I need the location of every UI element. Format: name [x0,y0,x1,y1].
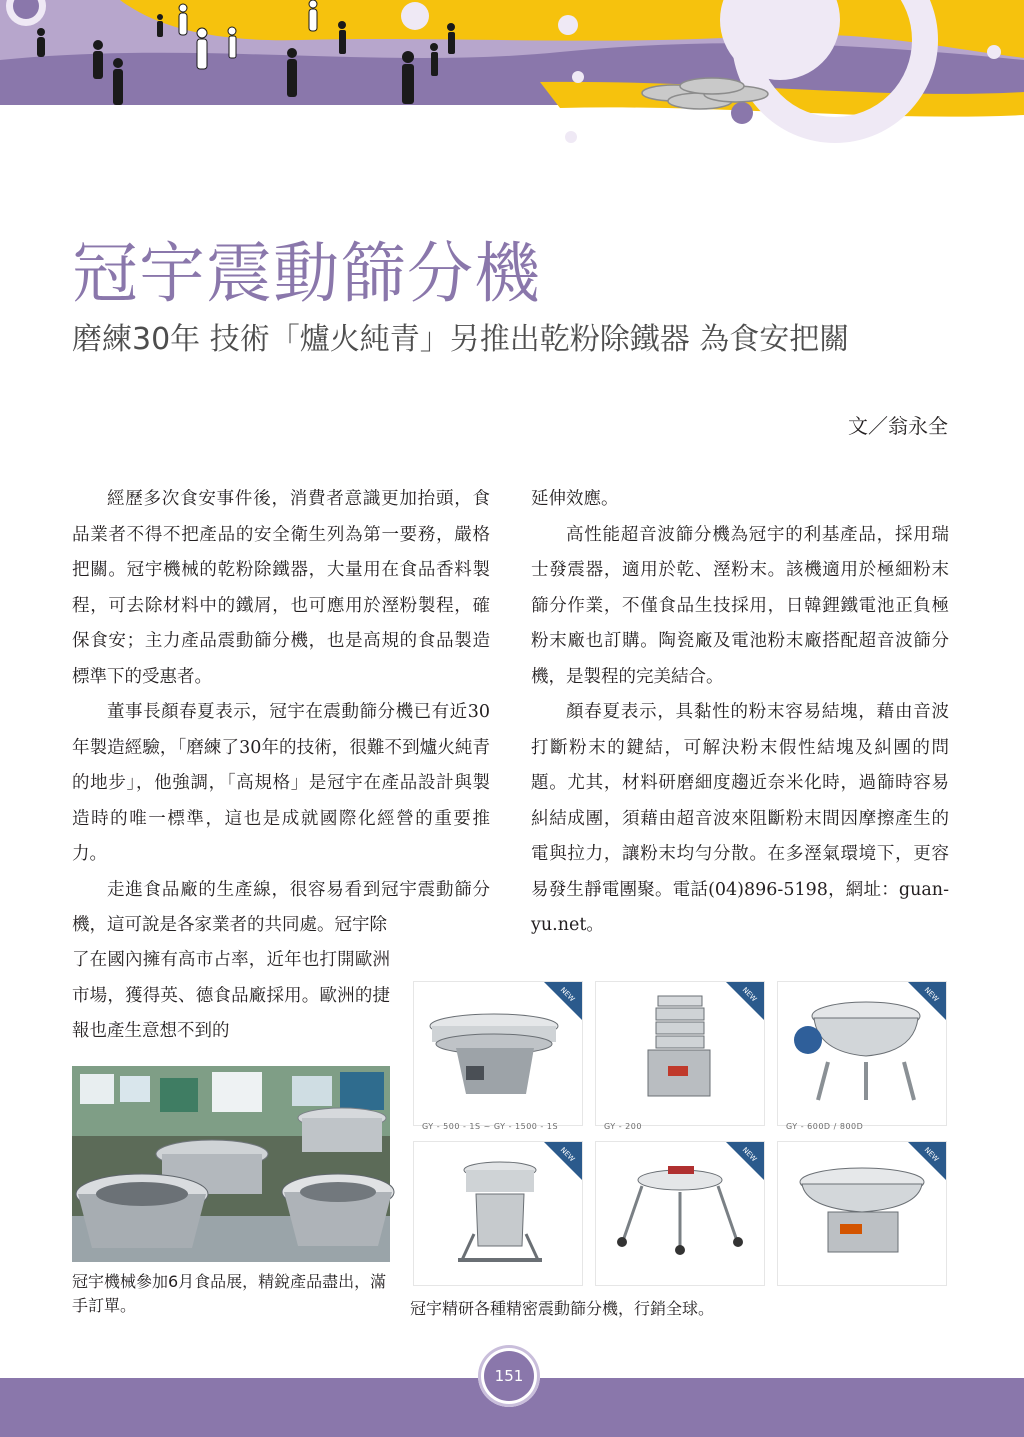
product-card [778,1142,946,1285]
product-model: GY - 200 [604,1122,642,1131]
page-number-badge [478,1345,540,1407]
article-title: 冠宇震動篩分機 [72,235,541,312]
new-badge: NEW [922,985,941,1004]
body-column-left-continued [72,943,390,1050]
body-column-left [72,482,490,944]
sifter-image [414,1142,582,1285]
body-paragraph: 顏春夏表示，具黏性的粉末容易結塊，藉由音波打斷粉末的鍵結，可解決粉末假性結塊及糾團的問題。尤其，材料研磨細度趨近奈米化時，過篩時容易糾結成團，須藉由超音波來阻斷粉末間因摩擦產生的電與拉力，讓粉末均勻分散。在多溼氣環境下，更容易發生靜電團聚。電話(04)896-5198，網址：guan-yu.net。 [531,702,949,935]
product-card [414,982,582,1131]
new-badge: NEW [558,1145,577,1164]
author-byline: 文／翁永全 [848,414,948,438]
product-card [596,982,764,1131]
body-column-right [531,482,949,944]
product-grid-caption: 冠宇精研各種精密震動篩分機，行銷全球。 [410,1299,715,1318]
product-card [414,1142,582,1285]
new-badge: NEW [740,1145,759,1164]
sifter-image [596,982,764,1125]
body-paragraph: 經歷多次食安事件後，消費者意識更加抬頭，食品業者不得不把產品的安全衛生列為第一要務，嚴格把關。冠宇機械的乾粉除鐵器，大量用在食品香料製程，可去除材料中的鐵屑，也可應用於溼粉製程，確保食安；主力產品震動篩分機，也是高規的食品製造標準下的受惠者。 [72,489,490,687]
product-card [596,1142,764,1285]
new-badge: NEW [922,1145,941,1164]
sifter-image [596,1142,764,1285]
expo-photo-caption: 冠宇機械參加6月食品展，精銳產品盡出，滿手訂單。 [72,1272,387,1315]
body-paragraph: 走進食品廠的生產線，很容易看到冠宇震動篩分機，這可說是各家業者的共同處。冠宇除 [72,879,490,935]
product-grid [414,982,946,1284]
new-badge: NEW [740,985,759,1004]
body-paragraph: 了在國內擁有高市占率，近年也打開歐洲市場，獲得英、德食品廠採用。歐洲的捷報也產生意想不到的 [72,950,390,1041]
header-banner [0,0,1024,160]
body-paragraph: 延伸效應。 [531,489,619,509]
product-card [778,982,946,1131]
expo-photo [72,1066,390,1262]
article-subtitle: 磨練30年 技術「爐火純青」另推出乾粉除鐵器 為食安把關 [72,322,850,357]
page-number: 151 [484,1351,534,1401]
body-paragraph: 董事長顏春夏表示，冠宇在震動篩分機已有近30年製造經驗，「磨練了30年的技術，很難不到爐火純青的地步」，他強調，「高規格」是冠宇在產品設計與製造時的唯一標準，這也是成就國際化經營的重要推力。 [72,702,490,864]
new-badge: NEW [558,985,577,1004]
sifter-image [414,982,582,1125]
sifter-image [778,1142,946,1285]
body-paragraph: 高性能超音波篩分機為冠宇的利基產品，採用瑞士發震器，適用於乾、溼粉末。該機適用於極細粉末篩分作業，不僅食品生技採用，日韓鋰鐵電池正負極粉末廠也訂購。陶瓷廠及電池粉末廠搭配超音波篩分機，是製程的完美結合。 [531,524,949,687]
product-model: GY - 500 - 1S ~ GY - 1500 - 1S [422,1122,559,1131]
sifter-image [778,982,946,1125]
product-model: GY - 600D / 800D [786,1122,864,1131]
